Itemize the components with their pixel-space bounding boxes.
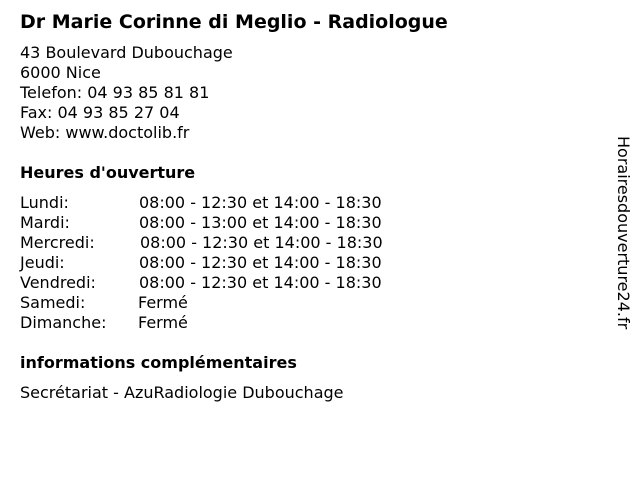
hours-value: Fermé bbox=[138, 293, 188, 312]
phone-number: Telefon: 04 93 85 81 81 bbox=[20, 83, 210, 102]
day-label: Lundi: bbox=[20, 193, 69, 212]
hours-value: 08:00 - 12:30 et 14:00 - 18:30 bbox=[139, 273, 382, 292]
watermark-text: Horairesdouverture24.fr bbox=[614, 136, 633, 330]
day-label: Samedi: bbox=[20, 293, 86, 312]
hours-value: 08:00 - 12:30 et 14:00 - 18:30 bbox=[140, 233, 383, 252]
day-label: Dimanche: bbox=[20, 313, 107, 332]
page-title: Dr Marie Corinne di Meglio - Radiologue bbox=[20, 11, 448, 33]
opening-hours-heading: Heures d'ouverture bbox=[20, 163, 196, 182]
day-label: Vendredi: bbox=[20, 273, 96, 292]
address-city: 6000 Nice bbox=[20, 63, 101, 82]
website: Web: www.doctolib.fr bbox=[20, 123, 190, 142]
hours-value: 08:00 - 13:00 et 14:00 - 18:30 bbox=[139, 213, 382, 232]
address-street: 43 Boulevard Dubouchage bbox=[20, 43, 233, 62]
additional-info-text: Secrétariat - AzuRadiologie Dubouchage bbox=[20, 383, 344, 402]
hours-value: 08:00 - 12:30 et 14:00 - 18:30 bbox=[139, 193, 382, 212]
contact-block bbox=[20, 43, 233, 143]
additional-info-heading: informations complémentaires bbox=[20, 353, 297, 372]
hours-value: Fermé bbox=[138, 313, 188, 332]
day-label: Mardi: bbox=[20, 213, 70, 232]
fax-number: Fax: 04 93 85 27 04 bbox=[20, 103, 180, 122]
day-label: Mercredi: bbox=[20, 233, 95, 252]
watermark bbox=[612, 136, 634, 372]
hours-value: 08:00 - 12:30 et 14:00 - 18:30 bbox=[139, 253, 382, 272]
day-label: Jeudi: bbox=[20, 253, 65, 272]
